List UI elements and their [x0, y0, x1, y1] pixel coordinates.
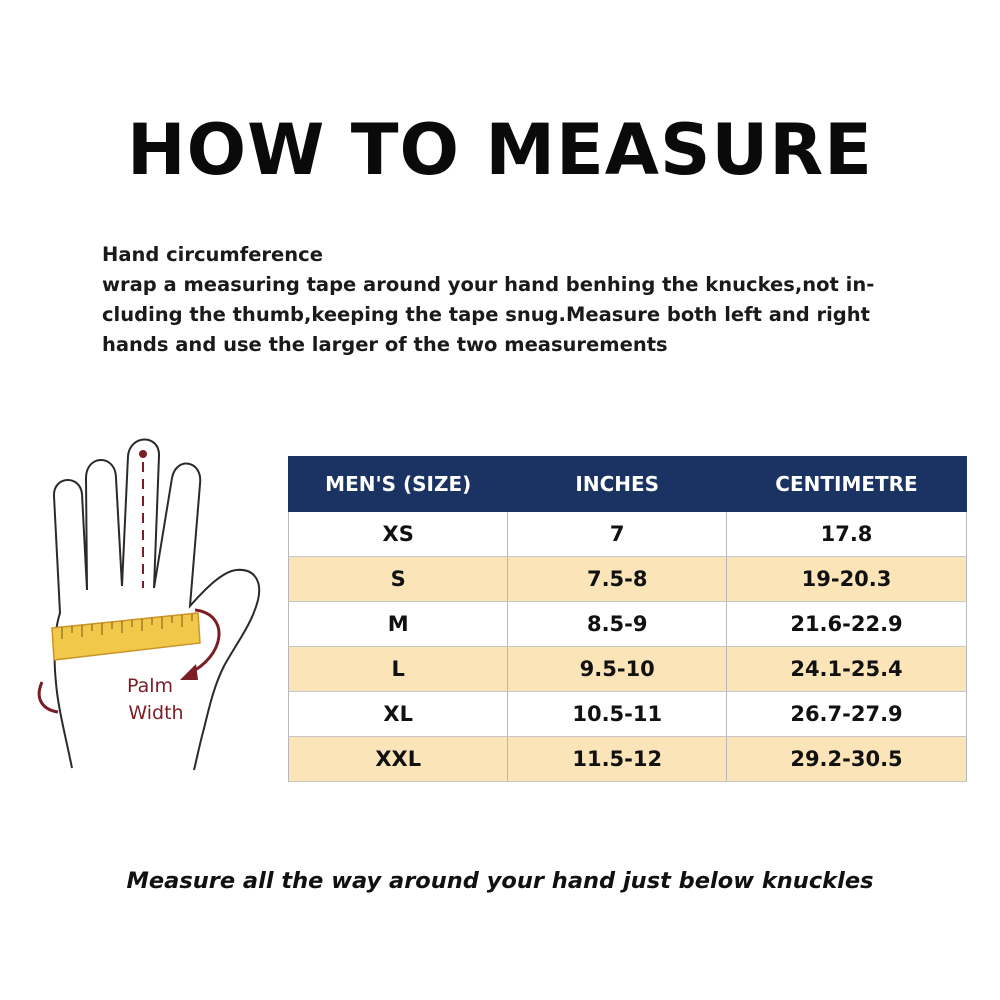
- header-size: MEN'S (SIZE): [289, 457, 508, 512]
- instructions-line: cluding the thumb,keeping the tape snug.Measure both left and right: [102, 303, 870, 326]
- instructions-line: wrap a measuring tape around your hand benhing the knuckes,not in-: [102, 273, 875, 296]
- footer-note: Measure all the way around your hand just below knuckles: [126, 868, 874, 894]
- header-centimetre: CENTIMETRE: [727, 457, 967, 512]
- hand-measurement-diagram: [30, 438, 280, 778]
- size-chart-table: [288, 456, 967, 782]
- cell-inches: 8.5-9: [508, 602, 727, 647]
- cell-size: XS: [289, 512, 508, 557]
- table-row: [289, 647, 967, 692]
- cell-size: XXL: [289, 737, 508, 782]
- instructions-line: hands and use the larger of the two measurements: [102, 333, 668, 356]
- width-label: Width: [128, 702, 184, 724]
- palm-label: Palm: [126, 675, 174, 697]
- cell-inches: 9.5-10: [508, 647, 727, 692]
- measuring-tape-icon: [52, 613, 200, 660]
- table-row: [289, 602, 967, 647]
- cell-centimetre: 24.1-25.4: [727, 647, 967, 692]
- table-row: [289, 737, 967, 782]
- cell-size: M: [289, 602, 508, 647]
- page-title: HOW TO MEASURE: [127, 109, 873, 191]
- header-inches: INCHES: [508, 457, 727, 512]
- cell-inches: 7: [508, 512, 727, 557]
- cell-centimetre: 17.8: [727, 512, 967, 557]
- cell-centimetre: 29.2-30.5: [727, 737, 967, 782]
- cell-inches: 7.5-8: [508, 557, 727, 602]
- table-row: [289, 512, 967, 557]
- arrow-head-icon: [180, 664, 198, 680]
- cell-centimetre: 21.6-22.9: [727, 602, 967, 647]
- instructions-heading: Hand circumference: [102, 243, 323, 266]
- cell-size: L: [289, 647, 508, 692]
- cell-size: S: [289, 557, 508, 602]
- table-header-row: [289, 457, 967, 512]
- wrap-arrow-tail-icon: [39, 682, 58, 712]
- cell-centimetre: 19-20.3: [727, 557, 967, 602]
- cell-inches: 11.5-12: [508, 737, 727, 782]
- instructions-block: [102, 240, 912, 360]
- cell-inches: 10.5-11: [508, 692, 727, 737]
- measure-point-icon: [139, 450, 147, 458]
- cell-size: XL: [289, 692, 508, 737]
- table-row: [289, 692, 967, 737]
- cell-centimetre: 26.7-27.9: [727, 692, 967, 737]
- table-row: [289, 557, 967, 602]
